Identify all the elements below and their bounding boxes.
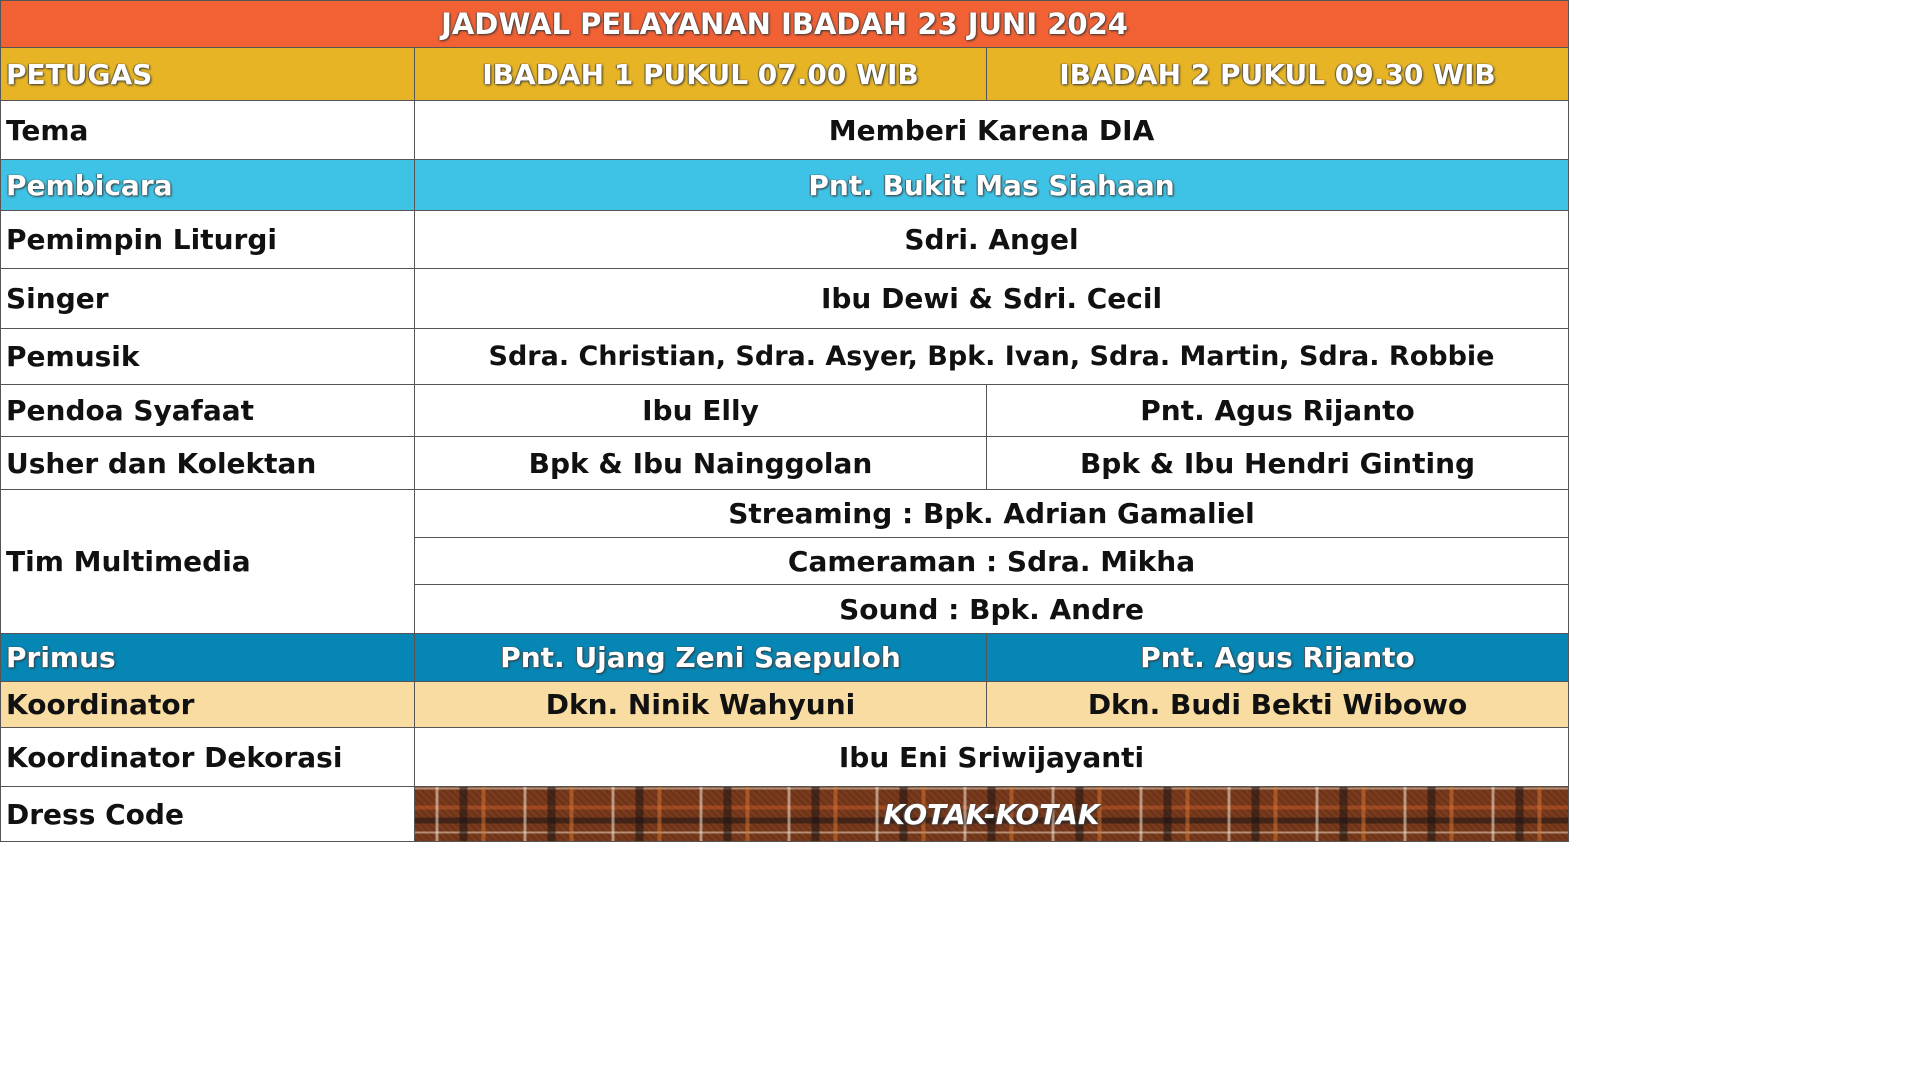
multimedia-sound: Sound : Bpk. Andre (415, 585, 1569, 634)
header-ibadah-1: IBADAH 1 PUKUL 07.00 WIB (415, 48, 987, 101)
dress-code-label: Dress Code (1, 787, 415, 842)
row-singer (1, 269, 1569, 329)
row-pendoa-syafaat (1, 385, 1569, 437)
usher-ibadah-1: Bpk & Ibu Nainggolan (415, 437, 987, 490)
pendoa-syafaat-ibadah-2: Pnt. Agus Rijanto (987, 385, 1569, 437)
tema-label: Tema (1, 101, 415, 160)
header-ibadah-2: IBADAH 2 PUKUL 09.30 WIB (987, 48, 1569, 101)
row-pemimpin-liturgi (1, 211, 1569, 269)
koordinator-ibadah-1: Dkn. Ninik Wahyuni (415, 682, 987, 728)
row-koordinator-dekorasi (1, 728, 1569, 787)
pembicara-value: Pnt. Bukit Mas Siahaan (415, 160, 1569, 211)
primus-label: Primus (1, 634, 415, 682)
koordinator-dekorasi-label: Koordinator Dekorasi (1, 728, 415, 787)
row-usher (1, 437, 1569, 490)
usher-ibadah-2: Bpk & Ibu Hendri Ginting (987, 437, 1569, 490)
schedule-title: JADWAL PELAYANAN IBADAH 23 JUNI 2024 (1, 1, 1569, 48)
pemusik-label: Pemusik (1, 329, 415, 385)
row-koordinator (1, 682, 1569, 728)
row-tema (1, 101, 1569, 160)
row-dress-code (1, 787, 1569, 842)
pemimpin-liturgi-label: Pemimpin Liturgi (1, 211, 415, 269)
row-pemusik (1, 329, 1569, 385)
singer-value: Ibu Dewi & Sdri. Cecil (415, 269, 1569, 329)
title-row (1, 1, 1569, 48)
pendoa-syafaat-ibadah-1: Ibu Elly (415, 385, 987, 437)
multimedia-label: Tim Multimedia (1, 490, 415, 634)
koordinator-label: Koordinator (1, 682, 415, 728)
pembicara-label: Pembicara (1, 160, 415, 211)
tema-value: Memberi Karena DIA (415, 101, 1569, 160)
row-multimedia-streaming (1, 490, 1569, 538)
dress-code-plaid-swatch (415, 787, 1569, 842)
usher-label: Usher dan Kolektan (1, 437, 415, 490)
singer-label: Singer (1, 269, 415, 329)
primus-ibadah-1: Pnt. Ujang Zeni Saepuloh (415, 634, 987, 682)
row-primus (1, 634, 1569, 682)
pendoa-syafaat-label: Pendoa Syafaat (1, 385, 415, 437)
koordinator-dekorasi-value: Ibu Eni Sriwijayanti (415, 728, 1569, 787)
primus-ibadah-2: Pnt. Agus Rijanto (987, 634, 1569, 682)
multimedia-cameraman: Cameraman : Sdra. Mikha (415, 538, 1569, 585)
row-pembicara (1, 160, 1569, 211)
koordinator-ibadah-2: Dkn. Budi Bekti Wibowo (987, 682, 1569, 728)
pemimpin-liturgi-value: Sdri. Angel (415, 211, 1569, 269)
header-row (1, 48, 1569, 101)
pemusik-value: Sdra. Christian, Sdra. Asyer, Bpk. Ivan, Sdra. Martin, Sdra. Robbie (415, 329, 1569, 385)
dress-code-value: KOTAK-KOTAK (883, 797, 1100, 831)
multimedia-streaming: Streaming : Bpk. Adrian Gamaliel (415, 490, 1569, 538)
header-petugas: PETUGAS (1, 48, 415, 101)
